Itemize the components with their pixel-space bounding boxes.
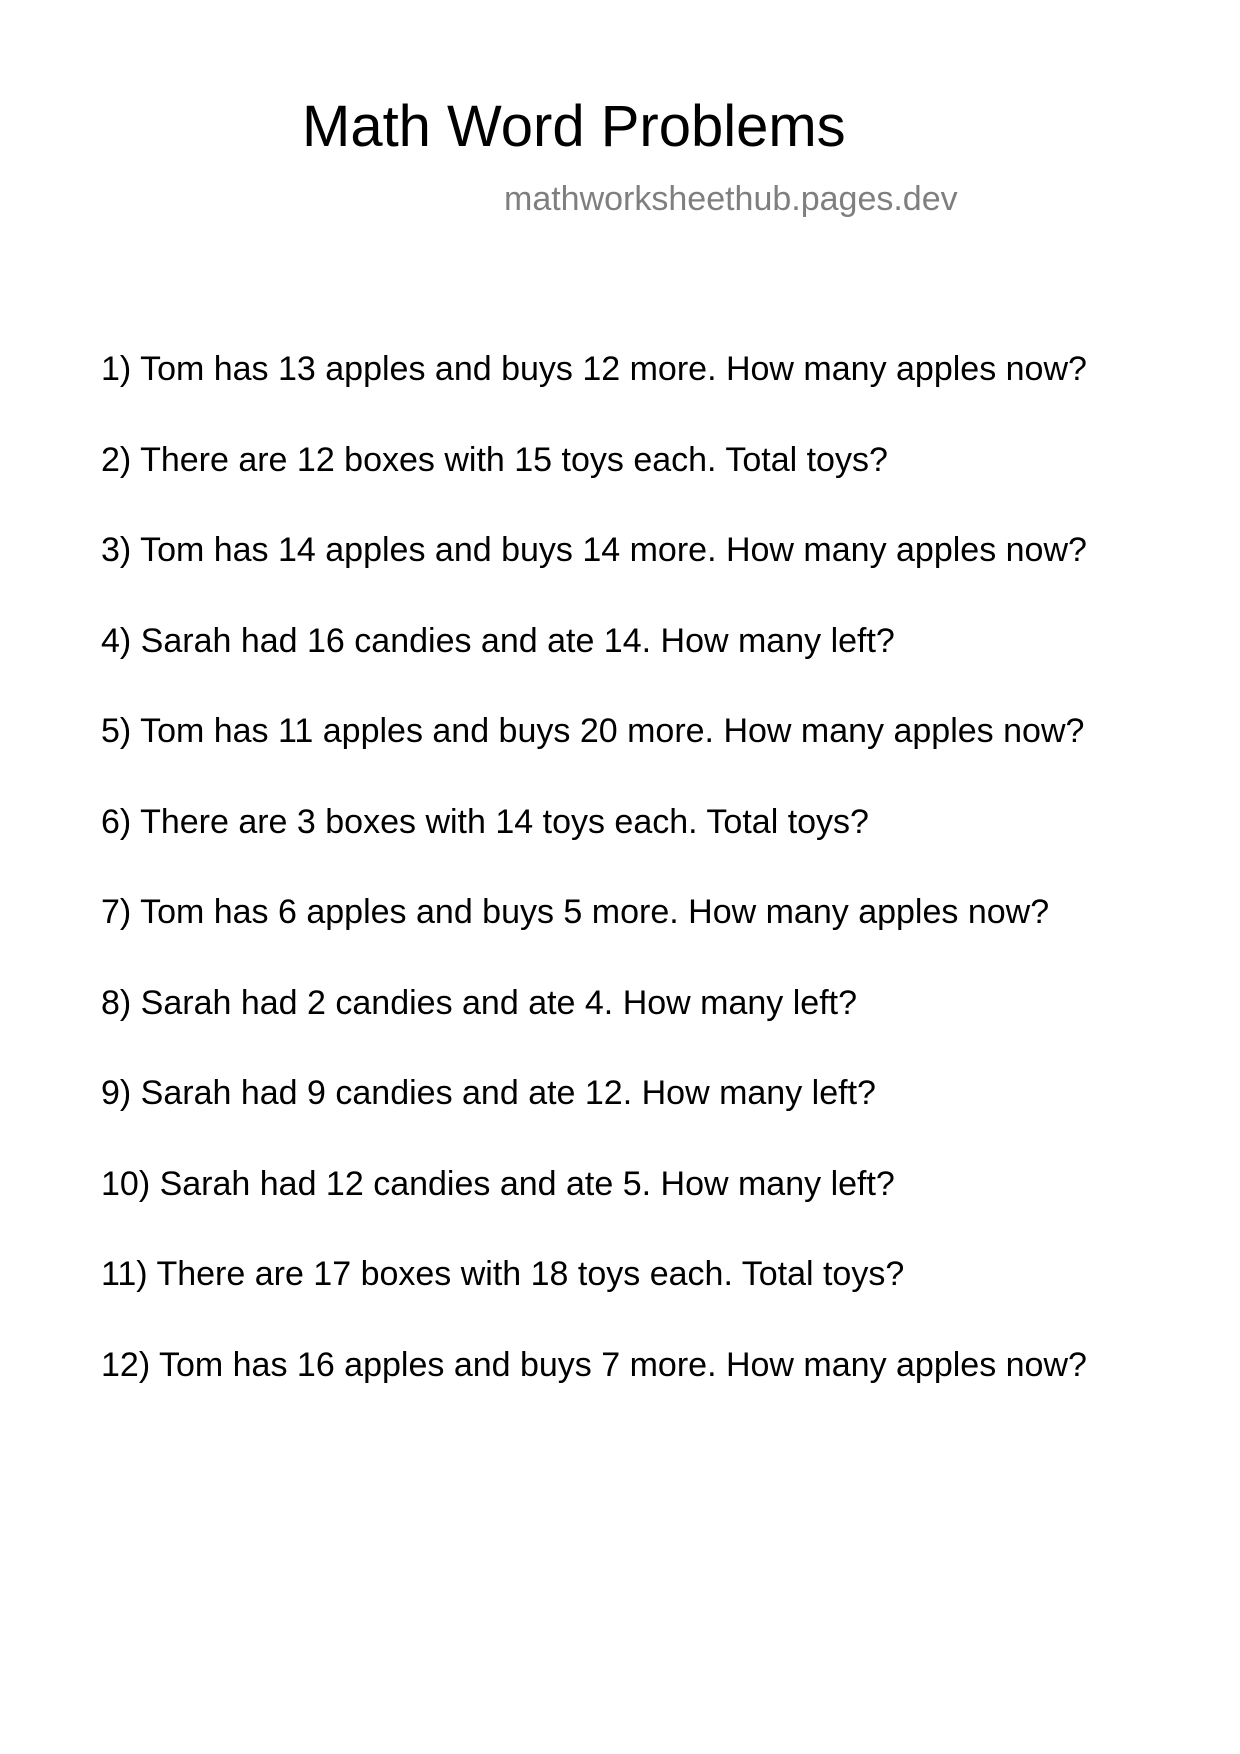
- problem-list: [101, 352, 1087, 1438]
- problem-item: 5) Tom has 11 apples and buys 20 more. How many apples now?: [101, 712, 1085, 750]
- problem-item: 2) There are 12 boxes with 15 toys each. Total toys?: [101, 440, 888, 479]
- problem-item: 3) Tom has 14 apples and buys 14 more. How many apples now?: [101, 531, 1087, 569]
- problem-item: 10) Sarah had 12 candies and ate 5. How many left?: [101, 1164, 895, 1203]
- problem-item: 1) Tom has 13 apples and buys 12 more. How many apples now?: [101, 350, 1087, 388]
- worksheet-title: Math Word Problems: [302, 94, 846, 159]
- problem-item: 6) There are 3 boxes with 14 toys each. Total toys?: [101, 802, 869, 841]
- problem-item: 7) Tom has 6 apples and buys 5 more. How many apples now?: [101, 893, 1050, 931]
- problem-item: 9) Sarah had 9 candies and ate 12. How many left?: [101, 1074, 876, 1112]
- problem-item: 4) Sarah had 16 candies and ate 14. How many left?: [101, 621, 895, 660]
- problem-item: 12) Tom has 16 apples and buys 7 more. How many apples now?: [101, 1345, 1087, 1384]
- problem-item: 11) There are 17 boxes with 18 toys each. Total toys?: [101, 1255, 905, 1293]
- site-url: mathworksheethub.pages.dev: [504, 180, 958, 218]
- problem-item: 8) Sarah had 2 candies and ate 4. How many left?: [101, 983, 858, 1022]
